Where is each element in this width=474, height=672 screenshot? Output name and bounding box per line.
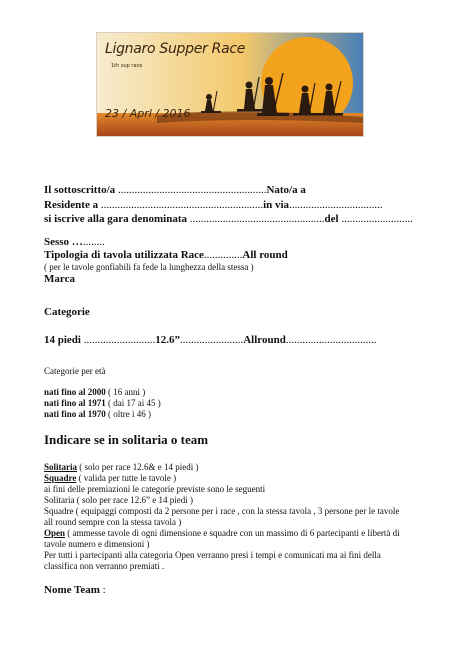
sottoscritto-label: Il sottoscritto/a [44,184,116,196]
eta-item [44,409,151,419]
eta-title: Categorie per età [44,366,106,376]
categorie-title: Categorie [44,306,90,318]
row-sesso [44,236,105,248]
squadre-option[interactable] [44,473,176,483]
allround-cat-label: Allround [243,334,286,346]
piedi14-field[interactable]: .......................... [80,334,156,346]
eta-item-label: nati fino al 2000 [44,387,106,397]
eta-item-range: ( 16 anni ) [105,387,146,397]
solitaria-label: Solitaria [44,462,77,472]
row-residente [44,199,383,211]
tavole-note: ( per le tavole gonfiabili fa fede la lunghezza della stessa ) [44,262,254,272]
nome-team-label: Nome Team [44,584,100,596]
solitaria-category: Solitaria ( solo per race 12.6” e 14 piedi ) [44,495,193,505]
del-field[interactable]: .......................... [338,213,413,225]
solitaria-option[interactable] [44,462,198,472]
residente-field[interactable]: ........................................................... [98,199,264,211]
open-desc: ( ammesse tavole di ogni dimensione e squadre con un massimo di 6 partecipanti e libertà di [65,528,400,538]
nome-team-colon: : [99,584,106,596]
open-desc-l2: tavole numero e dimensioni ) [44,539,150,549]
sesso-label: Sesso … [44,236,83,248]
eta-item [44,387,145,397]
sottoscritto-field[interactable]: ...................................................... [115,184,267,196]
row-sottoscritto [44,184,306,196]
row-tipologia [44,249,288,261]
eta-item-label: nati fino al 1971 [44,398,106,408]
event-banner [96,32,364,137]
piedi126-label: 12.6” [155,334,180,346]
eta-item [44,398,161,408]
banner-date: 23 / Aprl / 2016 [105,107,191,120]
row-nome-team[interactable] [44,584,106,596]
piedi126-field[interactable]: ....................... [179,334,244,346]
squadre-desc: ( valida per tutte le tavole ) [76,473,177,483]
allround-label: All round [242,249,288,261]
banner-title: Lignaro Supper Race [105,41,246,57]
eta-item-label: nati fino al 1970 [44,409,106,419]
solitaria-desc: ( solo per race 12.6& e 14 piedi ) [77,462,199,472]
squadre-category-l2: all round sempre con la stessa tavola ) [44,517,182,527]
premiazioni-note: ai fini delle premiazioni le categorie previste sono le seguenti [44,484,266,494]
piedi14-label: 14 piedi [44,334,81,346]
squadre-label: Squadre [44,473,77,483]
open-note-l1: Per tutti i partecipanti alla categoria Open verranno presi i tempi e comunicati ma ai fini della [44,550,381,560]
marca-label: Marca [44,273,75,285]
banner-subtitle: 1th sup race [111,63,143,69]
sesso-field[interactable]: ........ [82,236,105,248]
open-option[interactable] [44,528,400,538]
squadre-category-l1: Squadre ( equipaggi composti da 2 persone per i race , con la stessa tavola , 3 persone per le tavole [44,506,400,516]
gara-field[interactable]: ................................................. [187,213,325,225]
open-note-l2: classifica non verranno premiati . [44,561,165,571]
row-gara [44,213,413,225]
tipologia-field[interactable]: .............. [203,249,243,261]
allround-cat-field[interactable]: ................................. [285,334,377,346]
team-heading: Indicare se in solitaria o team [44,432,209,447]
via-label: in via [263,199,290,211]
nato-label: Nato/a a [266,184,306,196]
open-label: Open [44,528,66,538]
tipologia-label: Tipologia di tavola utilizzata Race [44,249,204,261]
residente-label: Residente a [44,199,99,211]
via-field[interactable]: .................................. [289,199,383,211]
del-label: del [324,213,339,225]
eta-item-range: ( oltre i 46 ) [105,409,152,419]
eta-item-range: ( dai 17 ai 45 ) [105,398,161,408]
gara-label: si iscrive alla gara denominata [44,213,187,225]
row-piedi [44,334,377,346]
